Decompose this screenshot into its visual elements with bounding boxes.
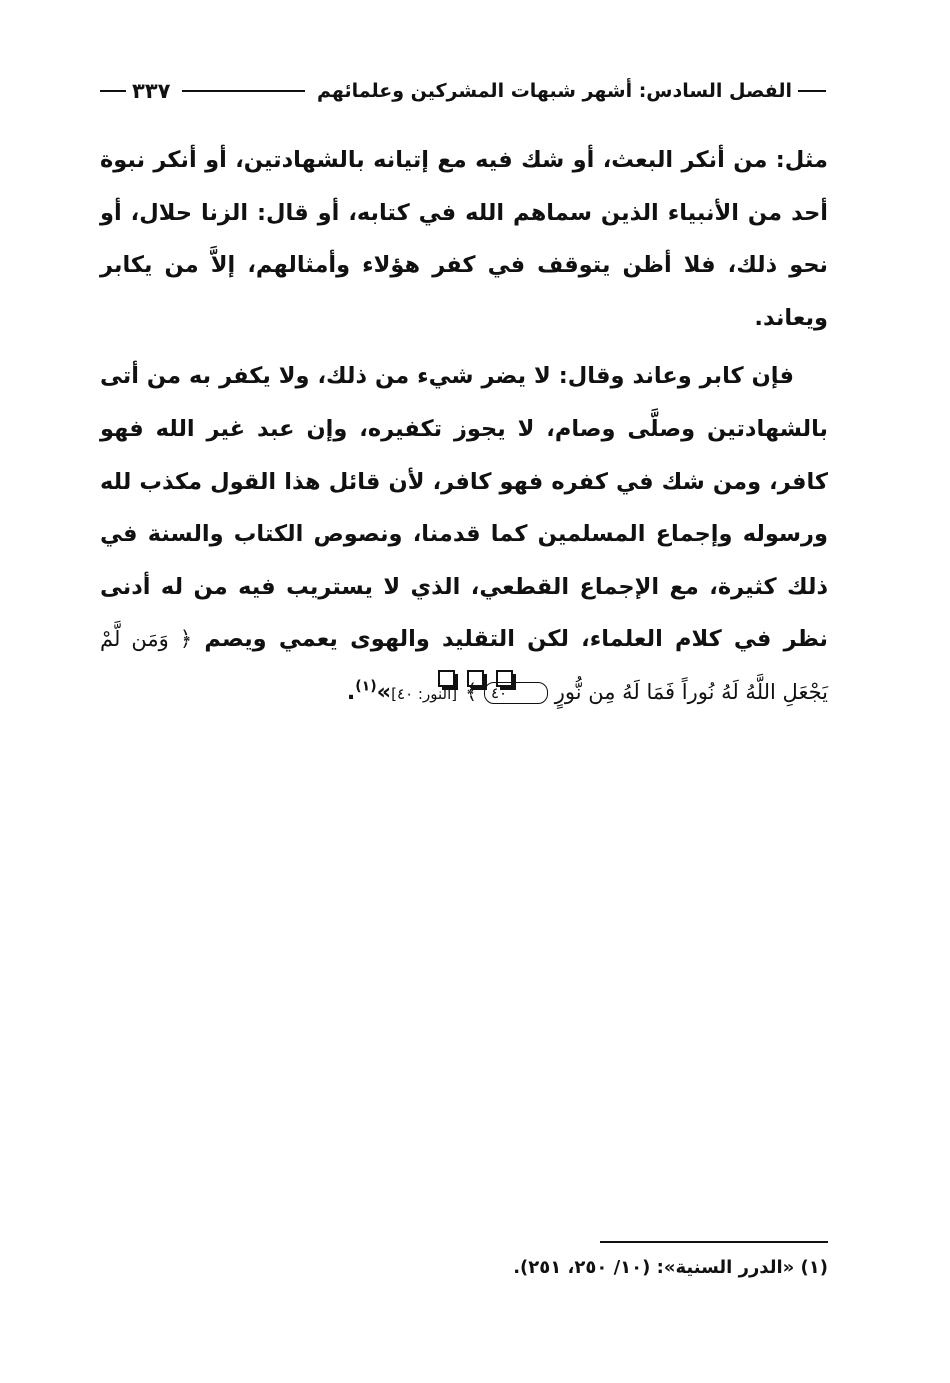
quran-bracket-open: ﴿: [179, 627, 193, 652]
separator-square-icon: [467, 670, 484, 687]
header-rule-end: [100, 90, 126, 92]
header-rule-start: [798, 90, 826, 92]
header-rule: [182, 90, 305, 92]
chapter-title: الفصل السادس: أشهر شبهات المشركين وعلمائهم: [317, 80, 792, 102]
footnote-1: (١) «الدرر السنية»: (١٠/ ٢٥٠، ٢٥١).: [513, 1257, 828, 1278]
page-number: ٣٣٧: [132, 79, 171, 103]
main-text: [100, 134, 828, 721]
ayah-number-marker: ٤٠: [484, 682, 548, 704]
quran-verse: وَمَن لَّمْ يَجْعَلِ اللَّهُ لَهُ نُوراً فَمَا لَهُ مِن نُّورٍ: [100, 627, 828, 704]
paragraph-2: [100, 350, 828, 720]
running-header: [100, 74, 826, 108]
footnote-reference: (١): [355, 678, 377, 695]
separator-square-icon: [496, 670, 513, 687]
footnote-divider: [600, 1241, 828, 1243]
paragraph-1: مثل: من أنكر البعث، أو شك فيه مع إتيانه بالشهادتين، أو أنكر نبوة أحد من الأنبياء الذين سماهم الله في كتابه، أو قال: الزنا حلال، أو نحو ذلك، فلا أظن يتوقف في كفر هؤلاء وأمثالهم، إلاَّ من يكابر ويعاند.: [100, 147, 828, 331]
surah-citation: [النور: ٤٠]: [391, 684, 458, 703]
quran-bracket-close: ﴾: [464, 679, 478, 704]
end-punctuation: .: [346, 678, 356, 705]
separator-square-icon: [438, 670, 455, 687]
closing-quote-mark: »: [376, 678, 392, 705]
paragraph-2-text: فإن كابر وعاند وقال: لا يضر شيء من ذلك، ولا يكفر به من أتى بالشهادتين وصلَّى وصام، لا يجوز تكفيره، وإن عبد غير الله فهو كافر، ومن شك في كفره فهو كافر، لأن قائل هذا القول مكذب لله ورسوله وإجماع المسلمين كما قدمنا، ونصوص الكتاب والسنة في ذلك كثيرة، مع الإجماع القطعي، الذي لا يستريب فيه من له أدنى نظر في كلام العلماء، لكن التقليد والهوى يعمي ويصم: [100, 363, 828, 653]
